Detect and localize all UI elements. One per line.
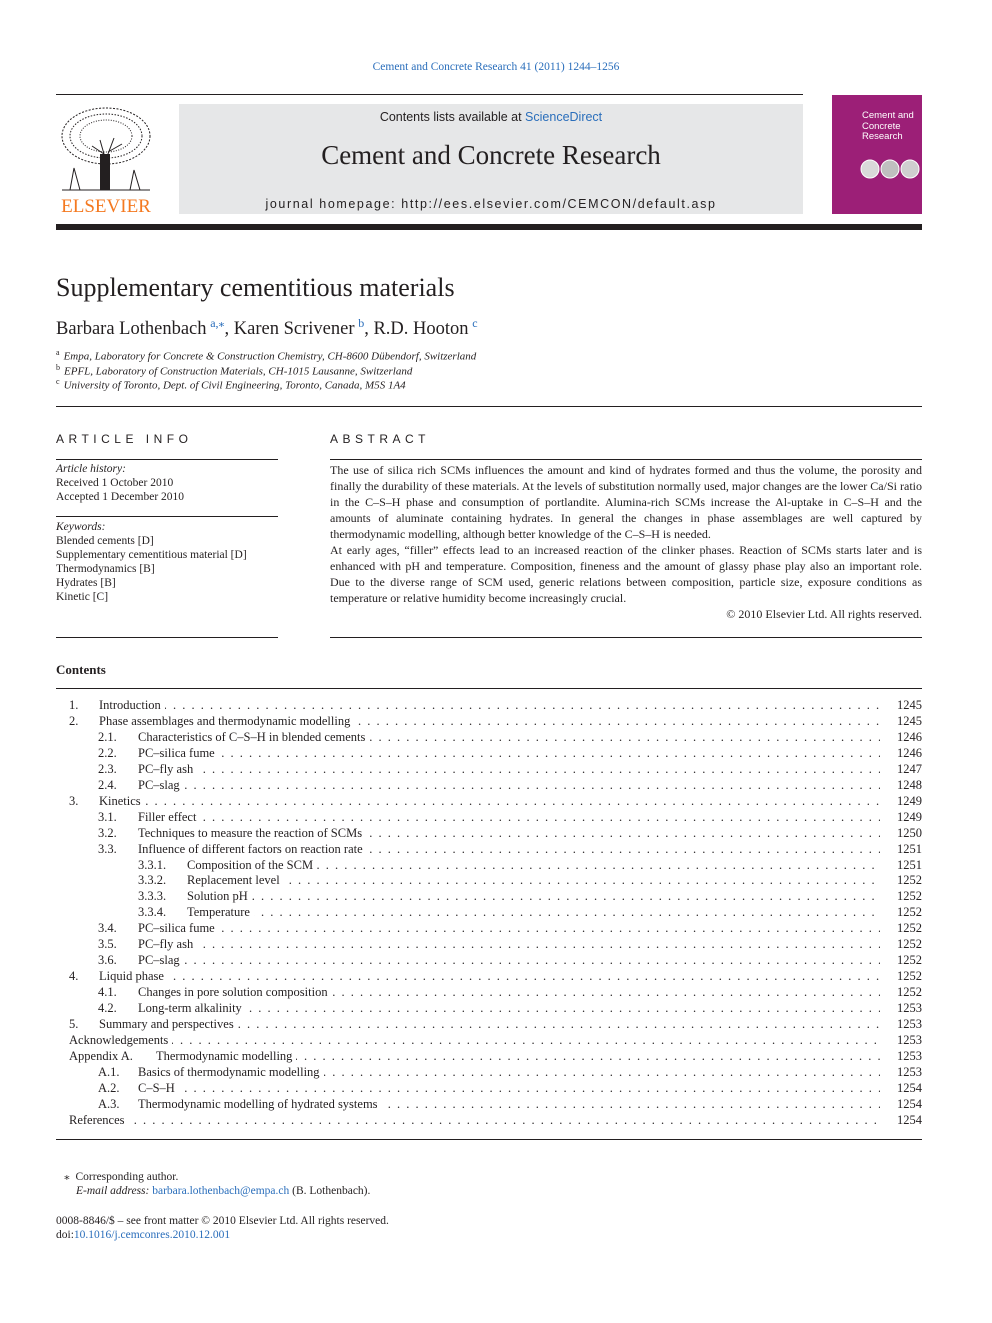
- elsevier-logo: [56, 104, 156, 216]
- toc-entry-number: 3.2.: [98, 825, 117, 840]
- header-thick-rule: [56, 224, 922, 230]
- toc-entry-title: [138, 1064, 880, 1080]
- toc-entry-title: [138, 745, 880, 761]
- toc-entry[interactable]: [0, 872, 992, 888]
- toc-entry-title-text: Influence of different factors on reaction rate: [138, 842, 367, 856]
- toc-entry-number: 3.5.: [98, 937, 117, 952]
- toc-entry[interactable]: [0, 1112, 992, 1128]
- toc-entry-title-text: Thermodynamic modelling: [156, 1049, 296, 1063]
- toc-entry-page: 1254: [897, 1096, 922, 1111]
- toc-entry-page: 1254: [897, 1080, 922, 1095]
- toc-entry[interactable]: [0, 1032, 992, 1048]
- toc-entry-title-text: PC–fly ash: [138, 762, 197, 776]
- affiliation-text: University of Toronto, Dept. of Civil Engineering, Toronto, Canada, M5S 1A4: [63, 379, 406, 392]
- toc-entry-page: 1253: [897, 1001, 922, 1016]
- toc-entry-title: [138, 1000, 880, 1016]
- section-rule: [56, 637, 278, 638]
- toc-entry-title: [138, 825, 880, 841]
- journal-banner: [179, 104, 803, 214]
- toc-entry[interactable]: [0, 713, 992, 729]
- toc-entry-title: [138, 1096, 880, 1112]
- toc-entry[interactable]: [0, 857, 992, 873]
- toc-entry-title-text: Introduction: [99, 698, 165, 712]
- affiliation-key: a: [56, 348, 60, 357]
- contents-available: [179, 110, 803, 124]
- toc-entry[interactable]: [0, 841, 992, 857]
- toc-entry-page: 1249: [897, 809, 922, 824]
- affiliation: [56, 348, 476, 363]
- toc-entry-title: [156, 1048, 880, 1064]
- toc-entry-number: 2.4.: [98, 777, 117, 792]
- toc-entry-page: 1251: [897, 857, 922, 872]
- toc-entry-title: [138, 1080, 880, 1096]
- toc-entry-title-text: PC–slag: [138, 778, 184, 792]
- toc-entry-title: [138, 729, 880, 745]
- toc-entry-title-text: PC–silica fume: [138, 746, 219, 760]
- toc-entry-page: 1253: [897, 1017, 922, 1031]
- toc-entry-title-text: Kinetics: [99, 794, 145, 808]
- abstract-heading: ABSTRACT: [330, 432, 431, 446]
- toc-entry-number: 3.3.4.: [138, 905, 167, 920]
- toc-entry-number: 3.6.: [98, 953, 117, 968]
- email-link[interactable]: barbara.lothenbach@empa.ch: [152, 1185, 290, 1197]
- corresponding-author-note: Corresponding author.: [75, 1171, 179, 1183]
- toc-entry-number: 2.: [69, 713, 79, 728]
- publisher-name: ELSEVIER: [61, 196, 151, 216]
- toc-entry[interactable]: [0, 952, 992, 968]
- toc-entry-title: [138, 809, 880, 825]
- toc-entry-page: 1252: [897, 969, 922, 984]
- toc-entry-number: 2.2.: [98, 745, 117, 760]
- abstract-copyright: © 2010 Elsevier Ltd. All rights reserved.: [726, 607, 922, 621]
- author-name: Karen Scrivener: [233, 319, 355, 340]
- article-title: Supplementary cementitious materials: [56, 273, 455, 302]
- toc-entry-page: 1253: [897, 1032, 922, 1047]
- journal-homepage[interactable]: journal homepage: http://ees.elsevier.com/CEMCON/default.asp: [265, 197, 717, 211]
- toc-entry[interactable]: [0, 1064, 992, 1080]
- toc-entry-page: 1252: [897, 921, 922, 936]
- keyword: Kinetic [C]: [56, 591, 109, 603]
- keywords: [56, 520, 278, 604]
- toc-entry-number: 4.: [69, 969, 79, 984]
- toc-entry-number: 3.3.2.: [138, 873, 167, 888]
- journal-name: Cement and Concrete Research: [321, 140, 661, 170]
- toc-entry-title-text: Basics of thermodynamic modelling: [138, 1065, 324, 1079]
- header-rule: [56, 94, 803, 95]
- toc-entry-title-text: Summary and perspectives: [99, 1017, 238, 1031]
- toc-entry-title-text: C–S–H: [138, 1081, 179, 1095]
- keyword: Blended cements [D]: [56, 535, 154, 547]
- toc-entry-title: [138, 920, 880, 936]
- toc-entry-title: [99, 968, 880, 984]
- toc-entry[interactable]: [0, 825, 992, 841]
- toc-entry-title: [99, 697, 880, 713]
- cover-title: Cement and Concrete Research: [862, 110, 914, 142]
- doi-label: doi:: [56, 1229, 74, 1241]
- journal-cover[interactable]: [832, 95, 922, 214]
- section-rule: [56, 516, 278, 517]
- journal-citation[interactable]: Cement and Concrete Research 41 (2011) 1244–1256: [372, 61, 620, 73]
- email-label: E-mail address:: [76, 1185, 150, 1197]
- toc-entry-title-text: Long-term alkalinity: [138, 1001, 246, 1015]
- toc-entry-page: 1252: [897, 905, 922, 920]
- toc-entry-title-text: Liquid phase: [99, 969, 168, 983]
- toc-entry[interactable]: [0, 1016, 992, 1032]
- toc-entry[interactable]: [0, 1000, 992, 1016]
- toc-entry-number: 4.1.: [98, 985, 117, 1000]
- toc-entry-title: [138, 952, 880, 968]
- toc-entry-number: 2.3.: [98, 761, 117, 776]
- toc-entry-number: 2.1.: [98, 729, 117, 744]
- toc-entry-title-text: Filler effect: [138, 810, 200, 824]
- toc-entry-title-text: Techniques to measure the reaction of SCMs: [138, 826, 366, 840]
- toc-entry-title: [187, 904, 880, 920]
- toc-entry-title-text: Solution pH: [187, 889, 252, 903]
- toc-entry-page: 1252: [897, 985, 922, 1000]
- toc-entry-page: 1246: [897, 745, 922, 760]
- section-rule: [56, 459, 278, 460]
- toc-entry-page: 1250: [897, 825, 922, 840]
- toc-entry-page: 1251: [897, 841, 922, 856]
- toc-entry-page: 1252: [897, 873, 922, 888]
- toc-entry-number: 3.3.: [98, 841, 117, 856]
- footnote-mark: ⁎: [64, 1171, 70, 1183]
- toc-entry-title: [69, 1032, 880, 1048]
- keyword: Hydrates [B]: [56, 577, 116, 589]
- toc-entry-title-text: Changes in pore solution composition: [138, 985, 332, 999]
- toc-entry[interactable]: [0, 1096, 992, 1112]
- contents-prefix: Contents lists available at: [379, 110, 526, 124]
- toc-entry-title: [187, 872, 880, 888]
- toc-entry-title-text: PC–slag: [138, 953, 184, 967]
- toc-entry-title-text: Composition of the SCM: [187, 858, 317, 872]
- toc-entry[interactable]: [0, 936, 992, 952]
- toc-entry-number: A.2.: [98, 1080, 120, 1095]
- accepted-date: Accepted 1 December 2010: [56, 491, 185, 503]
- abstract-paragraph: At early ages, “filler” effects lead to an increased reaction of the clinker phases. Reaction of SCMs starts later and is enhanced with pH and temperature. Composition, fineness and the amount of glassy phase play also an important role. Due to the diverse range of SCM used, generic relations between composition, particle size, exposure conditions as temperature or relative humidity become increasingly crucial.: [330, 543, 922, 605]
- toc-entry[interactable]: [0, 888, 992, 904]
- toc-entry-number: 3.3.3.: [138, 889, 167, 904]
- toc-entry-title-text: Replacement level: [187, 873, 284, 887]
- toc-entry-title: [138, 777, 880, 793]
- toc-entry-number: Appendix A.: [69, 1048, 133, 1063]
- toc-entry[interactable]: [0, 777, 992, 793]
- toc-entry-page: 1248: [897, 777, 922, 792]
- author-affiliation-mark[interactable]: a,⁎: [210, 316, 225, 330]
- abstract-body: [330, 462, 922, 622]
- toc-entry-title: [187, 857, 880, 873]
- toc-entry-number: A.1.: [98, 1064, 120, 1079]
- toc-entry-number: 4.2.: [98, 1001, 117, 1016]
- toc-entry-page: 1253: [897, 1064, 922, 1079]
- elsevier-tree-icon: [56, 104, 156, 216]
- toc-entry-title-text: References: [69, 1113, 129, 1127]
- author-name: R.D. Hooton: [373, 319, 469, 340]
- contents-top-rule: [56, 688, 922, 689]
- toc-entry[interactable]: [0, 809, 992, 825]
- toc-entry[interactable]: [0, 904, 992, 920]
- toc-entry-title: [187, 888, 880, 904]
- issn-line: 0008-8846/$ – see front matter © 2010 Elsevier Ltd. All rights reserved.: [56, 1215, 389, 1227]
- toc-entry-number: 5.: [69, 1017, 79, 1031]
- toc-entry-title-text: Characteristics of C–S–H in blended cements: [138, 730, 369, 744]
- toc-entry-title-text: Acknowledgements: [69, 1033, 172, 1047]
- toc-entry-title: [138, 761, 880, 777]
- toc-entry-page: 1245: [897, 698, 922, 712]
- toc-entry[interactable]: [0, 729, 992, 745]
- toc-entry-number: A.3.: [98, 1096, 120, 1111]
- toc-entry-number: 3.4.: [98, 921, 117, 936]
- contents-heading: Contents: [56, 662, 106, 677]
- toc-entry-title-text: Phase assemblages and thermodynamic modelling: [99, 714, 354, 728]
- affiliation-text: EPFL, Laboratory of Construction Materials, CH-1015 Lausanne, Switzerland: [64, 365, 413, 378]
- toc-entry[interactable]: [0, 761, 992, 777]
- toc-entry-page: 1252: [897, 889, 922, 904]
- affiliation-text: Empa, Laboratory for Concrete & Construction Chemistry, CH-8600 Dübendorf, Switzerland: [63, 350, 477, 363]
- toc-entry-number: 3.3.1.: [138, 857, 167, 872]
- toc-entry-page: 1249: [897, 793, 922, 808]
- toc-entry-page: 1245: [897, 713, 922, 728]
- toc-entry-title: [99, 713, 880, 729]
- contents-bottom-rule: [56, 1139, 922, 1140]
- toc-entry-title: [138, 984, 880, 1000]
- section-rule: [330, 459, 922, 460]
- affiliation: [56, 363, 412, 378]
- toc-entry-page: 1246: [897, 729, 922, 744]
- sciencedirect-link[interactable]: ScienceDirect: [525, 110, 603, 124]
- doi-link[interactable]: 10.1016/j.cemconres.2010.12.001: [73, 1229, 231, 1241]
- page-footer: [56, 1214, 389, 1242]
- toc-entry-title-text: Temperature: [187, 905, 254, 919]
- affiliation-key: c: [56, 377, 60, 386]
- author-name: Barbara Lothenbach: [56, 319, 207, 340]
- received-date: Received 1 October 2010: [56, 477, 174, 489]
- article-info-heading: ARTICLE INFO: [56, 432, 193, 446]
- toc-entry-title-text: PC–silica fume: [138, 921, 219, 935]
- author-affiliation-mark[interactable]: c: [472, 316, 478, 330]
- section-rule: [330, 637, 922, 638]
- toc-entry[interactable]: [0, 1080, 992, 1096]
- keyword: Thermodynamics [B]: [56, 563, 155, 575]
- toc-entry-page: 1253: [897, 1048, 922, 1063]
- toc-entry[interactable]: [0, 745, 992, 761]
- section-rule: [56, 406, 922, 407]
- toc-entry[interactable]: [0, 1048, 992, 1064]
- toc-entry-number: 3.1.: [98, 809, 117, 824]
- footnote: [56, 1170, 370, 1198]
- toc-entry-title: [69, 1112, 880, 1128]
- toc-entry-page: 1252: [897, 953, 922, 968]
- author-affiliation-mark[interactable]: b: [358, 316, 365, 330]
- article-history: [56, 462, 278, 504]
- toc-entry[interactable]: [0, 697, 992, 713]
- keywords-label: Keywords:: [56, 521, 106, 533]
- toc-entry[interactable]: [0, 793, 992, 809]
- toc-entry-title: [138, 936, 880, 952]
- toc-entry-page: 1247: [897, 761, 922, 776]
- cover-images-icon: [860, 157, 920, 181]
- history-label: Article history:: [56, 463, 126, 475]
- toc-entry-title-text: Thermodynamic modelling of hydrated systems: [138, 1097, 382, 1111]
- affiliation: [56, 377, 406, 392]
- toc-entry-number: 3.: [69, 793, 79, 808]
- toc-entry-title-text: PC–fly ash: [138, 937, 197, 951]
- toc-entry-page: 1254: [897, 1112, 922, 1127]
- toc-entry[interactable]: [0, 984, 992, 1000]
- toc-entry-title: [99, 1016, 880, 1032]
- author-list: Barbara Lothenbach $^{a,⁎}$, Karen Scrivener $^b$, R.D. Hooton $^c$: [56, 316, 478, 340]
- toc-entry-title: [138, 841, 880, 857]
- toc-entry-page: 1252: [897, 937, 922, 952]
- toc-entry-title: [99, 793, 880, 809]
- toc-entry-number: 1.: [69, 698, 79, 712]
- keyword: Supplementary cementitious material [D]: [56, 549, 247, 561]
- toc-entry[interactable]: [0, 968, 992, 984]
- email-suffix: (B. Lothenbach).: [292, 1185, 371, 1197]
- affiliation-key: b: [56, 363, 60, 372]
- toc-entry[interactable]: [0, 920, 992, 936]
- abstract-paragraph: The use of silica rich SCMs influences the amount and kind of hydrates formed and thus the volume, the porosity and finally the durability of these materials. At the levels of substitution normally used, major changes are the lower Ca/Si ratio in the C–S–H phase and consumption of portlandite. Alumina-rich SCMs increase the Al-uptake in C–S–H and the amounts of aluminate containing hydrates. In general the changes in phase assemblages are well captured by thermodynamic modelling, although better knowledge of the C–S–H is needed.: [330, 463, 922, 541]
